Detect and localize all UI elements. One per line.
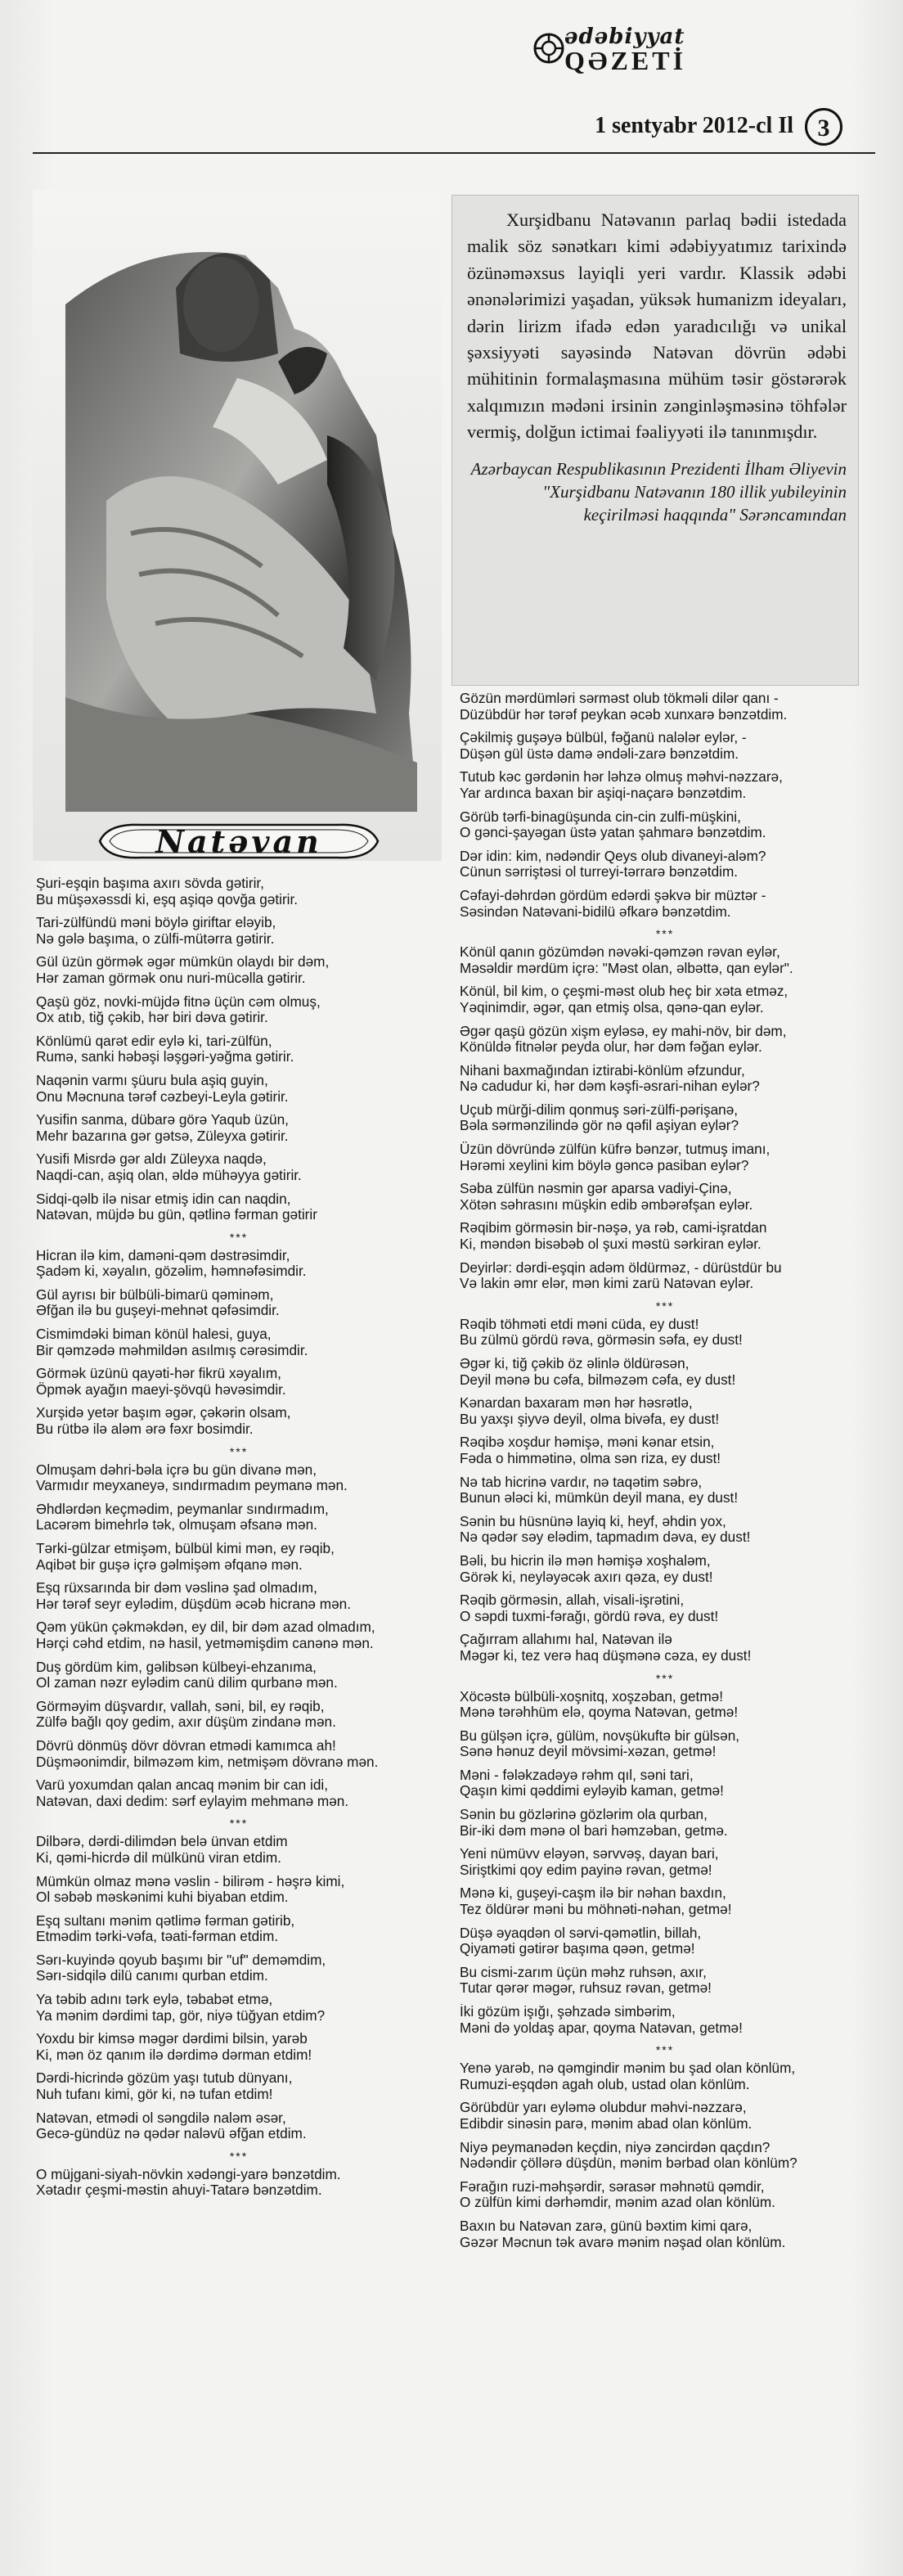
poem-line: Edibdir sinəsin parə, mənim abad olan könlüm.	[460, 2115, 752, 2132]
poem-stanza	[460, 1395, 870, 1427]
poem-stanza	[460, 1024, 870, 1056]
poem-stanza	[460, 2060, 870, 2092]
poem-line: Rəqib töhməti etdi məni cüda, ey dust!	[460, 1316, 699, 1332]
poem-line: Könül qanın gözümdən nəvəki-qəmzən rəvan eylər,	[460, 944, 780, 961]
poem-line: Tutub kəc gərdənin hər ləhzə olmuş məhvi-nəzzarə,	[460, 769, 783, 786]
poem-line: Bu müşəxəssdi ki, eşq aşiqə qovğa gətirir.	[36, 891, 299, 907]
poem-line: Bu zülmü gördü rəva, görməsin səfa, ey dust!	[460, 1332, 743, 1349]
poem-line: Yusifi Misrdə gər aldı Züleyxa naqdə,	[36, 1151, 267, 1168]
poem-stanza	[460, 769, 870, 801]
poem-stanza	[460, 1475, 870, 1506]
poem-line: Ya mənim dərdimi tap, gör, niyə tüğyan etdim?	[36, 2007, 326, 2024]
poem-separator: ***	[229, 2149, 249, 2163]
poem-line: Tərki-gülzar etmişəm, bülbül kimi mən, ey rəqib,	[36, 1541, 335, 1556]
poem-line: Gül üzün görmək əgər mümkün olaydı bir dəm,	[36, 954, 330, 971]
poem-line: Ki, məndən bisəbəb ol şuxi məstü sərkiran eylər.	[460, 1236, 761, 1253]
poem-stanza	[460, 1846, 870, 1878]
poem-line: Nihani baxmağından iztirabi-könlüm əfzundur,	[460, 1062, 745, 1079]
poem-stanza	[460, 944, 870, 976]
poem-stanza	[36, 1326, 442, 1358]
poem-line: Siriştkimi qoy edim payinə rəvan, getmə!	[460, 1862, 712, 1878]
poem-stanza	[460, 1925, 870, 1957]
poem-line: Fəda o himmətinə, olma sən riza, ey dust!	[460, 1450, 721, 1466]
poem-line: Mümkün olmaz mənə vəslin - bilirəm - həşrə kimi,	[36, 1873, 345, 1889]
poem-line: O müjgani-siyah-növkin xədəngi-yarə bənzətdim.	[36, 2166, 341, 2182]
poem-line: Sərı-kuyində qoyub başımı bir "uf" deməmdim,	[36, 1952, 326, 1968]
poem-stanza	[36, 2070, 442, 2102]
page-number: 3	[805, 108, 842, 146]
poem-line: Rumə, sanki həbəşi ləşgəri-yəğma gətirir.	[36, 1049, 294, 1065]
poem-line: O gənci-şayəgan üstə yatan şahmarə bənzətdim.	[460, 825, 766, 841]
poem-stanza	[460, 1142, 870, 1173]
poem-line: Səsindən Natəvani-bidilü əfkarə bənzətdim.	[460, 903, 731, 920]
poem-stanza	[36, 1502, 442, 1533]
poem-stanza	[460, 849, 870, 880]
poem-stanza	[36, 1952, 442, 1984]
poem-line: Hər zaman görmək onu nuri-mücəlla gətirir.	[36, 970, 306, 986]
dateline	[483, 108, 842, 141]
poem-stanza	[36, 1738, 442, 1770]
poem-stanza	[36, 1191, 442, 1223]
poem-separator: ***	[229, 1230, 249, 1244]
poem-line: Qaşü göz, novki-müjdə fitnə üçün cəm olmuş,	[36, 993, 321, 1010]
poem-stanza	[36, 1874, 442, 1906]
monument-photo	[33, 190, 442, 861]
poem-stanza	[36, 1660, 442, 1691]
poem-stanza	[460, 888, 870, 920]
poem-line: Bir qəmzədə məhmildən asılmış cərəsimdir.	[36, 1342, 308, 1358]
poem-line: Nə qədər səy elədim, tapmadım dəva, ey dust!	[460, 1529, 751, 1546]
poem-line: Deyirlər: dərdi-eşqin adəm öldürməz, - dürüstdür bu	[460, 1259, 782, 1276]
issue-date: 1 sentyabr 2012-cl Il	[595, 113, 793, 138]
poem-line: Bəli, bu hicrin ilə mən həmişə xoşhaləm,	[460, 1552, 711, 1569]
poem-line: Rəqib görməsin, allah, visali-işrətini,	[460, 1592, 685, 1609]
poem-line: Nə tab hicrinə vardır, nə taqətim səbrə,	[460, 1474, 703, 1490]
poem-stanza	[460, 2218, 870, 2250]
poem-separator: ***	[655, 1299, 675, 1313]
poem-line: Gəzər Məcnun tək avarə mənim nəşad olan könlüm.	[460, 2234, 786, 2250]
poem-line: Uçub mürği-dilim qonmuş səri-zülfi-pərişanə,	[460, 1101, 739, 1118]
poem-line: Mənə tərəhhüm elə, qoyma Natəvan, getmə!	[460, 1705, 739, 1721]
masthead	[532, 25, 761, 82]
poem-stanza	[460, 2179, 870, 2211]
poem-line: Qaşın kimi qəddimi eyləyib kaman, getmə!	[460, 1783, 724, 1799]
poem-line: Xötən səhrasını müşkin edib əmbərəfşan eylər.	[460, 1196, 753, 1213]
poem-line: Dər idin: kim, nədəndir Qeys olub divaneyi-aləm?	[460, 848, 766, 864]
poem-line: Rumuzi-eşqdən agah olub, ustad olan könlüm.	[460, 2076, 750, 2092]
poem-line: Görməyim düşvardır, vallah, səni, bil, ey rəqib,	[36, 1698, 325, 1714]
poem-line: Mənə ki, guşeyi-caşm ilə bir nəhan baxdın,	[460, 1885, 726, 1902]
poem-separator: ***	[655, 1671, 675, 1685]
poem-line: Bu cismi-zarım üçün məhz ruhsən, axır,	[460, 1964, 707, 1980]
poem-line: Kənardan baxaram mən hər həsrətlə,	[460, 1395, 693, 1412]
poem-line: Gecə-gündüz nə qədər naləvü əfğan etdim.	[36, 2126, 307, 2142]
poem-stanza	[36, 876, 442, 907]
poem-line: Dövrü dönmüş dövr dövran etmədi kamımca ah!	[36, 1737, 336, 1754]
poem-line: Çəkilmiş guşəyə bülbül, fəğanü nalələr eylər, -	[460, 730, 747, 746]
poem-stanza	[36, 1366, 442, 1398]
poem-line: Natəvan, müjdə bu gün, qətlinə fərman gətirir	[36, 1207, 317, 1223]
poem-line: Məni də yoldaş apar, qoyma Natəvan, getmə!	[460, 2020, 743, 2036]
poem-separator: ***	[229, 1817, 249, 1831]
poem-stanza	[36, 2110, 442, 2142]
poem-line: Əgər qaşü gözün xişm eyləsə, ey mahi-növ, bir dəm,	[460, 1023, 787, 1039]
poem-stanza	[460, 1356, 870, 1388]
poem-stanza	[36, 954, 442, 986]
poem-line: Düzübdür hər tərəf peykan əcəb xunxarə bənzətdim.	[460, 706, 788, 723]
poem-line: Tari-zülfündü məni böylə giriftar eləyib,	[36, 915, 276, 931]
poem-stanza	[460, 1220, 870, 1252]
poem-stanza	[460, 809, 870, 841]
poem-stanza	[460, 1553, 870, 1585]
poem-stanza	[36, 1834, 442, 1866]
poem-line: Gül ayrısı bir bülbüli-bimarü qəminəm,	[36, 1286, 274, 1303]
poem-stanza	[460, 1689, 870, 1721]
poem-line: Zülfə bağlı qoy gedim, axır düşüm zindanə mən.	[36, 1714, 336, 1731]
poem-stanza	[460, 1632, 870, 1664]
poem-stanza	[460, 1768, 870, 1799]
poem-line: Aqibət bir guşə içrə gəlmişəm əfqanə mən.	[36, 1556, 303, 1573]
poem-line: Bu gülşən içrə, gülüm, novşükuftə bir gülsən,	[460, 1727, 740, 1744]
poem-line: Ki, qəmi-hicrdə dil mülkünü viran etdim.	[36, 1849, 281, 1866]
poem-line: Xurşidə yetər başım əgər, çəkərin olsam,	[36, 1405, 291, 1421]
poem-line: Könül, bil kim, o çeşmi-məst olub heç bir xəta etməz,	[460, 984, 788, 1000]
poem-line: Sənə hənuz deyil mövsimi-xəzan, getmə!	[460, 1744, 717, 1760]
poem-line: Tez öldürər məni bu möhnəti-nəhan, getmə!	[460, 1902, 732, 1918]
poem-line: Yenə yarəb, nə qəmgindir mənim bu şad olan könlüm,	[460, 2060, 796, 2077]
poem-line: Könlümü qarət edir eylə ki, tari-zülfün,	[36, 1033, 272, 1049]
poem-line: Sidqi-qəlb ilə nisar etmiş idin can naqdin,	[36, 1191, 291, 1207]
poem-line: Əfğan ilə bu guşeyi-mehnət qəfəsimdir.	[36, 1303, 280, 1319]
poem-stanza	[36, 1287, 442, 1319]
poem-line: Sənin bu hüsnünə layiq ki, heyf, əhdin yox,	[460, 1513, 726, 1529]
poem-line: Yəqinimdir, əgər, qan etmiş olsa, qənə-qan eylər.	[460, 999, 764, 1016]
poem-line: Düşməonimdir, bilməzəm kim, netmişəm dövranə mən.	[36, 1754, 379, 1770]
poem-stanza	[36, 1699, 442, 1731]
poem-line: Şuri-eşqin başıma axırı sövda gətirir,	[36, 876, 264, 891]
poem-line: Düşən gül üstə damə əndəli-zarə bənzətdim.	[460, 745, 739, 762]
poem-column-right	[460, 691, 870, 2258]
emblem-icon	[532, 31, 566, 65]
poem-stanza	[460, 1728, 870, 1760]
poem-line: Öpmək ayağın maeyi-şövqü həvəsimdir.	[36, 1381, 286, 1398]
poem-line: Olmuşam dəhri-bəla içrə bu gün divanə mən,	[36, 1461, 317, 1478]
poem-stanza	[460, 1181, 870, 1213]
poem-line: Bir-iki dəm mənə ol bari həmzəban, getmə.	[460, 1822, 728, 1839]
poem-line: Ox atıb, tiğ çəkib, hər biri dəva gətirir.	[36, 1010, 268, 1026]
poem-stanza	[460, 2140, 870, 2172]
poem-line: Görübdür yarı eyləmə olubdur məhvi-nəzzarə,	[460, 2100, 747, 2116]
poem-line: Onu Məcnuna tərəf cəzbeyi-Leyla gətirir.	[36, 1088, 289, 1105]
intro-box	[452, 195, 859, 686]
intro-source: Azərbaycan Respublikasının Prezidenti İlham Əliyevin "Xurşidbanu Natəvanın 180 illik yubileyinin keçirilməsi haqqında" Sərəncamından	[470, 458, 847, 525]
poem-line: Nədəndir çöllərə düşdün, mənim bərbad olan könlüm?	[460, 2155, 797, 2172]
poem-line: Səba zülfün nəsmin gər aparsa vadiyi-Çinə,	[460, 1181, 732, 1197]
poem-line: Nuh tufanı kimi, gör ki, nə tufan etdim!	[36, 2087, 273, 2103]
photo-caption-badge	[92, 820, 386, 862]
poem-line: Yoxdu bir kimsə məgər dərdimi bilsin, yarəb	[36, 2031, 308, 2047]
poem-stanza	[36, 2167, 442, 2199]
poem-line: Cünun sərriştəsi ol turreyi-tərrarə bənzətdim.	[460, 864, 739, 880]
poem-line: Dilbərə, dərdi-dilimdən belə ünvan etdim	[36, 1834, 288, 1850]
poem-stanza	[460, 1260, 870, 1292]
poem-line: Baxın bu Natəvan zarə, günü bəxtim kimi qarə,	[460, 2218, 752, 2234]
poem-stanza	[36, 1151, 442, 1183]
poem-line: Əgər ki, tiğ çəkib öz əlinlə öldürəsən,	[460, 1356, 690, 1371]
poem-stanza	[36, 1541, 442, 1573]
poem-line: Könüldə fitnələr peyda olur, hər dəm fəğan eylər.	[460, 1039, 762, 1056]
poem-stanza	[460, 2100, 870, 2132]
poem-stanza	[36, 1073, 442, 1105]
poem-line: Məni - fələkzadəyə rəhm qıl, səni tari,	[460, 1767, 694, 1783]
poem-line: Şadəm ki, xəyalın, gözəlim, həmnəfəsimdir.	[36, 1263, 307, 1280]
poem-line: O zülfün kimi dərhəmdir, mənim azad olan könlüm.	[460, 2195, 775, 2211]
poem-line: O səpdi tuxmi-fərağı, gördü rəva, ey dust!	[460, 1608, 719, 1624]
poem-stanza	[36, 1112, 442, 1144]
poem-separator: ***	[655, 927, 675, 941]
poem-line: Üzün dövründə zülfün küfrə bənzər, tutmuş imanı,	[460, 1142, 770, 1158]
poem-line: Ol səbəb məskənimi kuhi biyaban etdim.	[36, 1889, 289, 1906]
poem-line: Deyil mənə bu cəfa, bilməzəm cəfa, ey dust!	[460, 1371, 736, 1388]
poem-stanza	[460, 1317, 870, 1349]
poem-line: Rəqibə xoşdur həmişə, məni kənar etsin,	[460, 1434, 715, 1451]
poem-stanza	[36, 1619, 442, 1651]
poem-line: Yeni nümüvv eləyən, sərvvəş, dayan bari,	[460, 1846, 719, 1862]
poem-column-left	[36, 876, 442, 2206]
poem-stanza	[460, 1514, 870, 1546]
poem-stanza	[460, 1807, 870, 1839]
poem-stanza	[36, 1580, 442, 1612]
poem-line: Hərçi cəhd etdim, nə hasil, yetməmişdim canənə mən.	[36, 1635, 374, 1651]
intro-text: Xurşidbanu Natəvanın parlaq bədii istedada malik söz sənətkarı kimi ədəbiyyatımız tarixində özünəməxsus layiqli yeri vardır. Klassik ədəbi ənənələrimizi yaşadan, yüksək humanizm ideyaları, dərin lirizm ifadə edən yaradıcılığı və unikal şəxsiyyəti sayəsində Natəvan dövrün ədəbi mühitinin formalaşmasına mühüm təsir göstərərək xalqımızın mədəni irsinin zənginləşməsinə töhfələr vermiş, dolğun ictimai fəaliyyəti ilə tanınmışdır.	[467, 209, 847, 443]
poem-stanza	[36, 1777, 442, 1809]
poem-line: Gözün mərdümləri sərməst olub tökməli dilər qanı -	[460, 691, 779, 706]
poem-separator: ***	[655, 2043, 675, 2057]
poem-line: Qiyaməti gətirər başıma qəən, getmə!	[460, 1941, 695, 1957]
masthead-brand-bottom: QƏZETİ	[564, 46, 687, 75]
poem-line: Nə gələ başıma, o zülfi-mütərra gətirir.	[36, 930, 275, 947]
poem-line: Əhdlərdən keçmədim, peymanlar sındırmadım,	[36, 1501, 329, 1517]
poem-line: Eşq sultanı mənim qətlimə fərman gətirib,	[36, 1912, 295, 1929]
poem-line: Fərağın ruzi-məhşərdir, sərasər məhnətü qəmdir,	[460, 2178, 765, 2195]
poem-line: Hərəmi xeylini kim böylə gəncə pasiban eylər?	[460, 1157, 749, 1173]
poem-stanza	[460, 1063, 870, 1095]
poem-line: Çağırram allahımı hal, Natəvan ilə	[460, 1632, 672, 1648]
poem-line: Və lakin əmr elər, mən kimi zarü Natəvan eylər.	[460, 1276, 754, 1292]
poem-line: Naqdi-can, aşiq olan, əldə mühəyya gətirir.	[36, 1167, 302, 1183]
poem-line: Görüb tərfi-binagüşunda cin-cin zulfi-müşkini,	[460, 808, 741, 825]
poem-stanza	[460, 1102, 870, 1134]
poem-line: Duş gördüm kim, gəlibsən külbeyi-ehzanıma,	[36, 1659, 317, 1675]
photo-caption: Natəvan	[155, 823, 322, 860]
poem-line: Etmədim tərki-vəfa, təati-fərman etdim.	[36, 1929, 279, 1945]
poem-line: Düşə əyaqdən ol sərvi-qəmətlin, billah,	[460, 1925, 702, 1941]
poem-stanza	[36, 2031, 442, 2063]
poem-line: Sənin bu gözlərinə gözlərim ola qurban,	[460, 1807, 708, 1823]
poem-line: Naqənin varmı şüuru bula aşiq guyin,	[36, 1072, 268, 1088]
poem-stanza	[36, 1248, 442, 1280]
poem-line: Görmək üzünü qayəti-hər fikrü xəyalım,	[36, 1366, 281, 1382]
poem-stanza	[460, 1434, 870, 1466]
poem-line: Bunun ələci ki, mümkün deyil mana, ey dust!	[460, 1490, 739, 1506]
poem-separator: ***	[229, 1444, 249, 1458]
poem-line: Ki, mən öz qanım ilə dərdimə dərman etdim!	[36, 2047, 312, 2063]
poem-line: Natəvan, etmədi ol səngdilə naləm əsər,	[36, 2110, 286, 2126]
poem-stanza	[460, 730, 870, 762]
poem-line: Mehr bazarına gər gətsə, Züleyxa gətirir.	[36, 1128, 289, 1144]
poem-stanza	[460, 1592, 870, 1624]
poem-line: Qəm yükün çəkməkdən, ey dil, bir dəm azad olmadım,	[36, 1619, 375, 1636]
poem-line: Sərı-sidqilə dilü canımı qurban etdim.	[36, 1968, 268, 1984]
poem-line: Cəfayi-dəhrdən gördüm edərdi şəkvə bir müztər -	[460, 887, 766, 903]
poem-stanza	[460, 2004, 870, 2036]
poem-stanza	[36, 915, 442, 947]
poem-line: Məsəldir mərdüm içrə: "Məst olan, əlbəttə, qan eylər".	[460, 960, 793, 976]
poem-line: Bu rütbə ilə aləm ərə fəxr bosimdir.	[36, 1421, 254, 1438]
poem-line: Hicran ilə kim, daməni-qəm dəstrəsimdir,	[36, 1247, 290, 1263]
poem-line: Ya təbib adını tərk eylə, təbabət etmə,	[36, 1992, 273, 2008]
poem-line: Xöcəstə bülbüli-xoşnitq, xoşzəban, getmə!	[460, 1688, 723, 1705]
poem-stanza	[460, 1885, 870, 1917]
poem-line: Bu yaxşı şiyvə deyil, olma bivəfa, ey dust!	[460, 1411, 720, 1427]
poem-line: Varü yoxumdan qalan ancaq mənim bir can idi,	[36, 1777, 328, 1794]
poem-stanza	[36, 1913, 442, 1945]
poem-line: Rəqibim görməsin bir-nəşə, ya rəb, cami-işratdan	[460, 1220, 767, 1236]
poem-line: Yar ardınca baxan bir aşiqi-naçarə bənzətdim.	[460, 785, 747, 801]
poem-line: Məgər ki, tez verə haq düşmənə cəza, ey dust!	[460, 1647, 752, 1664]
poem-line: Nə cadudur ki, hər dəm kəşfi-əsrari-nihan eylər?	[460, 1079, 760, 1095]
poem-line: Varmıdır meyxaneyə, sındırmadım peymanə mən.	[36, 1478, 348, 1494]
poem-line: Cismimdəki biman könül halesi, guya,	[36, 1326, 272, 1343]
poem-stanza	[36, 1405, 442, 1437]
poem-line: İki gözüm işığı, şəhzadə simbərim,	[460, 2004, 676, 2020]
poem-line: Görək ki, neyləyəcək axırı qəza, ey dust!	[460, 1569, 713, 1585]
poem-line: Natəvan, daxi dedim: sərf eylayim mehmanə mən.	[36, 1793, 349, 1809]
poem-line: Xətadır çeşmi-məstin ahuyi-Tatarə bənzətdim.	[36, 2182, 322, 2199]
poem-line: Hər tərəf seyr eylədim, düşdüm əcəb hicranə mən.	[36, 1596, 351, 1612]
poem-line: Lacərəm bimehrlə tək, olmuşam əfsanə mən.	[36, 1517, 317, 1533]
poem-line: Tutar qərər məgər, ruhsuz rəvan, getmə!	[460, 1980, 712, 1997]
poem-stanza	[460, 691, 870, 723]
poem-line: Dərdi-hicrində gözüm yaşı tutub dünyanı,	[36, 2070, 293, 2087]
poem-stanza	[460, 984, 870, 1016]
poem-line: Ol zaman nəzr eylədim canü dilim qurbanə mən.	[36, 1675, 338, 1691]
poem-line: Yusifin sanma, dübarə görə Yaqub üzün,	[36, 1112, 289, 1128]
masthead-brand-top: ədəbiyyat	[564, 25, 685, 49]
poem-stanza	[36, 994, 442, 1026]
poem-line: Niyə peymanədən keçdin, niyə zəncirdən qaçdın?	[460, 2139, 770, 2155]
poem-line: Bəla sərmənzilində gör nə qəfil aşiyan eylər?	[460, 1118, 739, 1134]
monument-photo-image	[33, 190, 442, 861]
poem-stanza	[460, 1965, 870, 1997]
header-rule	[33, 152, 875, 154]
poem-line: Eşq rüxsarında bir dəm vəslinə şad olmadım,	[36, 1580, 317, 1596]
poem-stanza	[36, 1462, 442, 1494]
poem-stanza	[36, 1034, 442, 1065]
poem-stanza	[36, 1992, 442, 2024]
